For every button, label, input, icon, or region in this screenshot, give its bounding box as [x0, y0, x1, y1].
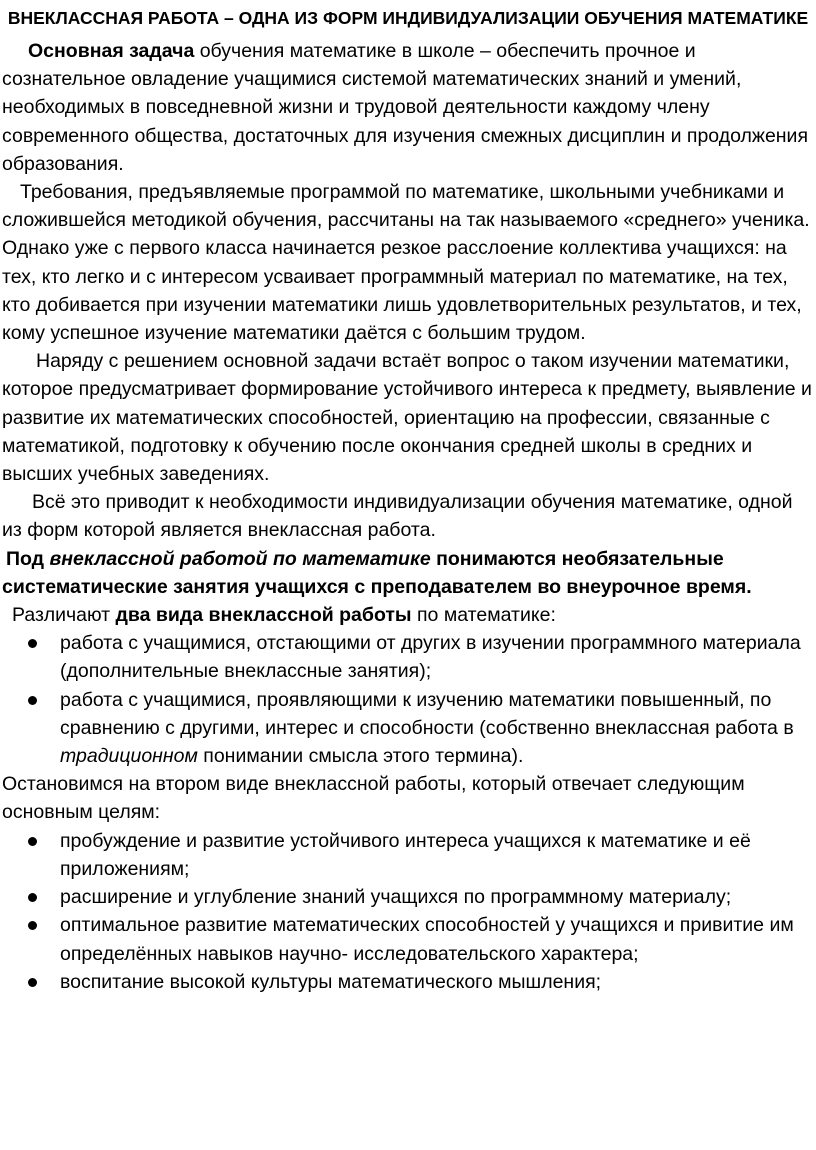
list-item	[2, 883, 814, 911]
list-item	[2, 827, 814, 883]
types-intro-post: по математике:	[411, 604, 556, 627]
types-item-1: работа с учащимися, отстающими от других в изучении программного материала (дополнительные внеклассные занятия);	[60, 632, 801, 683]
types-intro-pre: Различают	[12, 604, 116, 627]
definition-rest: понимаются необязательные систематические занятия учащихся с преподавателем во внеурочное время.	[2, 547, 752, 598]
list-item	[2, 686, 814, 771]
paragraph-definition	[2, 545, 814, 601]
list-item	[2, 968, 814, 996]
bullet-icon	[28, 639, 37, 648]
bullet-icon	[28, 696, 37, 705]
bullet-icon	[28, 893, 37, 902]
page-title: ВНЕКЛАССНАЯ РАБОТА – ОДНА ИЗ ФОРМ ИНДИВИДУАЛИЗАЦИИ ОБУЧЕНИЯ МАТЕМАТИКЕ	[7, 8, 809, 28]
types-list	[2, 629, 814, 770]
paragraph-goals-intro: Остановимся на втором виде внеклассной работы, который отвечает следующим основным целям:	[2, 773, 745, 824]
goal-item: оптимальное развитие математических способностей у учащихся и привитие им определённых навыков научно- исследовательского характера;	[60, 914, 794, 965]
paragraph-main-task	[2, 37, 814, 178]
goal-item: расширение и углубление знаний учащихся по программному материалу;	[60, 886, 732, 909]
goals-list	[2, 827, 814, 996]
types-item-2-post: понимании смысла этого термина).	[197, 745, 524, 768]
list-item	[2, 629, 814, 685]
bullet-icon	[28, 921, 37, 930]
types-item-2-pre: работа с учащимися, проявляющими к изучению математики повышенный, по сравнению с другими, интерес и способности (собственно внеклассная работа в	[60, 688, 794, 739]
paragraph-individualization: Всё это приводит к необходимости индивидуализации обучения математике, одной из форм которой является внеклассная работа.	[2, 491, 793, 542]
types-item-2-italic: традиционном	[60, 745, 198, 768]
types-intro-bold: два вида внеклассной работы	[115, 604, 412, 627]
goal-item: воспитание высокой культуры математического мышления;	[60, 970, 602, 993]
main-task-text: обучения математике в школе – обеспечить прочное и сознательное овладение учащимися системой математических знаний и умений, необходимых в повседневной жизни и трудовой деятельности каждому члену современного общества, достаточных для изучения смежных дисциплин и продолжения образования.	[2, 40, 809, 175]
main-task-lead: Основная задача	[28, 40, 195, 62]
bullet-icon	[28, 978, 37, 987]
goal-item: пробуждение и развитие устойчивого интереса учащихся к математике и её приложениям;	[60, 829, 751, 880]
definition-term: внеклассной работой по математике	[49, 547, 431, 570]
bullet-icon	[28, 837, 37, 846]
paragraph-types-intro	[2, 601, 814, 629]
paragraph-requirements: Требования, предъявляемые программой по математике, школьными учебниками и сложившейся методикой обучения, рассчитаны на так называемого «среднего» ученика. Однако уже с первого класса начинается резкое расслоение коллектива учащихся: на тех, кто легко и с интересом усваивает программный материал по математике, на тех, кто добивается при изучении математики лишь удовлетворительных результатов, и тех, кому успешное изучение математики даётся с большим трудом.	[2, 181, 810, 345]
document-page	[2, 0, 814, 996]
list-item	[2, 911, 814, 967]
paragraph-main-question: Наряду с решением основной задачи встаёт вопрос о таком изучении математики, которое предусматривает формирование устойчивого интереса к предмету, выявление и развитие их математических способностей, ориентацию на профессии, связанные с математикой, подготовку к обучению после окончания средней школы в средних и высших учебных заведениях.	[2, 350, 812, 486]
definition-lead: Под	[6, 547, 50, 570]
